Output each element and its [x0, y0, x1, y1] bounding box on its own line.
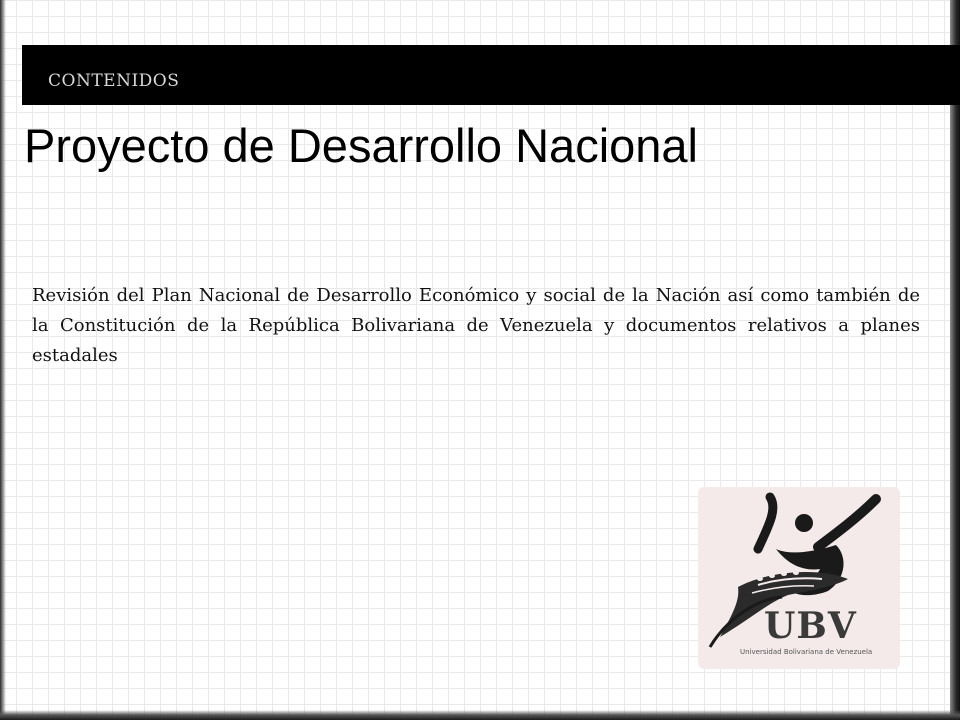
logo-caption: Universidad Bolivariana de Venezuela [740, 648, 873, 656]
frame-bottom-edge [0, 710, 960, 720]
slide-title: Proyecto de Desarrollo Nacional [24, 119, 698, 172]
logo-mark-text: UBV [764, 605, 857, 647]
frame-right-edge [950, 0, 960, 720]
slide-body-text: Revisión del Plan Nacional de Desarrollo Económico y social de la Nación así como también de la Constitución de la República Bolivariana de Venezuela y documentos relativos a planes estadales [32, 285, 920, 366]
ubv-logo [698, 487, 900, 669]
section-label: CONTENIDOS [48, 71, 180, 91]
frame-left-edge [0, 0, 6, 720]
